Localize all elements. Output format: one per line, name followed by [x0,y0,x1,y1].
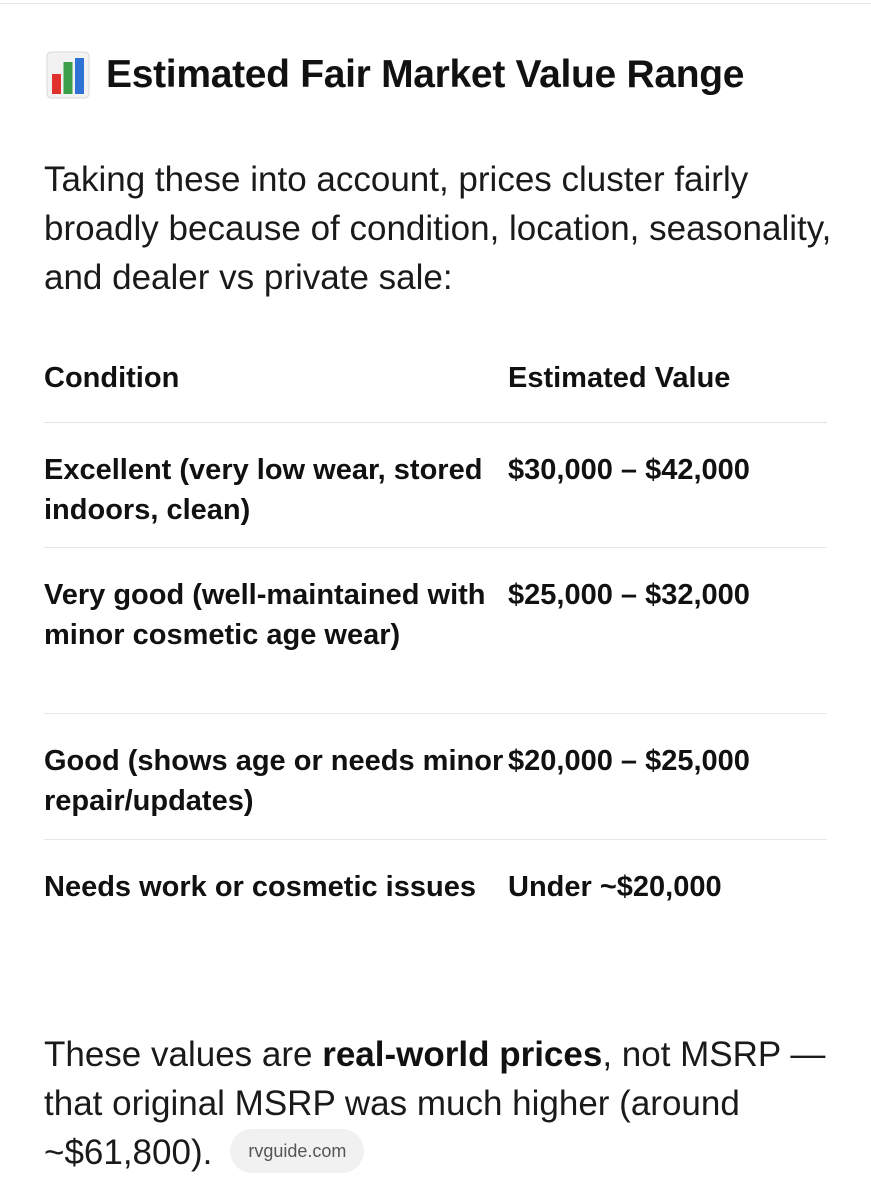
value-cell: $20,000 – $25,000 [508,745,750,777]
section-title: Estimated Fair Market Value Range [106,53,745,96]
condition-cell: Very good (well-maintained with minor cosmetic age wear) [44,579,486,651]
value-cell: $30,000 – $42,000 [508,454,750,486]
header-estimated-value: Estimated Value [508,362,731,394]
top-divider [0,3,871,4]
source-link-chip[interactable]: rvguide.com [230,1129,364,1173]
intro-paragraph: Taking these into account, prices cluster fairly broadly because of condition, location, seasonality, and dealer vs private sale: [44,160,832,297]
table-row [44,714,827,840]
condition-cell: Good (shows age or needs minor repair/updates) [44,745,504,817]
value-cell: $25,000 – $32,000 [508,579,750,611]
footer-text-after: , not MSRP — that original MSRP was much higher (around ~$61,800). [44,1035,826,1172]
table-row [44,423,827,548]
footer-bold-text: real-world prices [322,1035,603,1074]
table-row [44,840,827,950]
footer-text-before: These values are [44,1035,323,1074]
section-heading [46,50,744,100]
condition-cell: Needs work or cosmetic issues [44,871,476,903]
footer-paragraph [44,1030,844,1177]
condition-cell: Excellent (very low wear, stored indoors, clean) [44,454,483,526]
value-table [44,352,827,950]
table-header-row [44,352,827,423]
bar-chart-icon [46,50,90,100]
header-condition: Condition [44,362,180,394]
value-cell: Under ~$20,000 [508,871,722,903]
table-row [44,548,827,714]
